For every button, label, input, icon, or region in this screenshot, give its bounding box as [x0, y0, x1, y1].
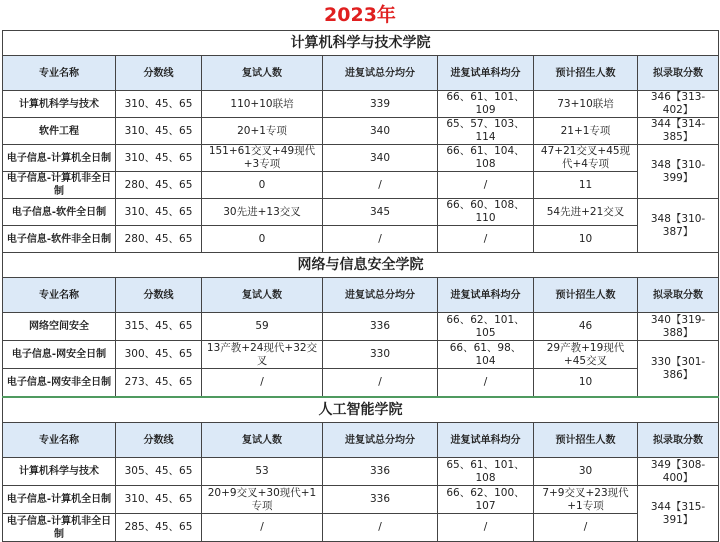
- score-line-cell: 310、45、65: [116, 199, 202, 226]
- admit-score-cell: 344【315-391】: [638, 486, 719, 542]
- retest-count-cell: 20+1专项: [202, 118, 323, 145]
- plan-count-cell: /: [534, 514, 638, 542]
- column-header: 进复试单科均分: [438, 56, 534, 91]
- score-line-cell: 273、45、65: [116, 369, 202, 398]
- column-header: 拟录取分数: [638, 278, 719, 313]
- avg-single-cell: 66、60、108、110: [438, 199, 534, 226]
- column-header: 进复试总分均分: [323, 423, 438, 458]
- column-header: 预计招生人数: [534, 278, 638, 313]
- plan-count-cell: 46: [534, 313, 638, 341]
- table-row: [3, 145, 719, 172]
- score-line-cell: 310、45、65: [116, 91, 202, 118]
- plan-count-cell: 10: [534, 369, 638, 398]
- column-header: 进复试单科均分: [438, 423, 534, 458]
- major-cell: 计算机科学与技术: [3, 91, 116, 118]
- avg-total-cell: 336: [323, 458, 438, 486]
- avg-single-cell: 66、61、101、109: [438, 91, 534, 118]
- column-header: 专业名称: [3, 423, 116, 458]
- retest-count-cell: 53: [202, 458, 323, 486]
- avg-single-cell: 66、61、104、108: [438, 145, 534, 172]
- avg-total-cell: 345: [323, 199, 438, 226]
- plan-count-cell: 10: [534, 226, 638, 253]
- major-cell: 计算机科学与技术: [3, 458, 116, 486]
- avg-total-cell: /: [323, 226, 438, 253]
- avg-single-cell: /: [438, 226, 534, 253]
- major-cell: 电子信息-计算机全日制: [3, 145, 116, 172]
- table-row: [3, 91, 719, 118]
- section-title: 人工智能学院: [3, 397, 719, 423]
- retest-count-cell: 0: [202, 172, 323, 199]
- avg-total-cell: 330: [323, 341, 438, 369]
- major-cell: 电子信息-计算机非全日制: [3, 172, 116, 199]
- retest-count-cell: /: [202, 514, 323, 542]
- retest-count-cell: 13产教+24现代+32交叉: [202, 341, 323, 369]
- major-cell: 软件工程: [3, 118, 116, 145]
- admit-score-cell: 349【308-400】: [638, 458, 719, 486]
- major-cell: 电子信息-软件全日制: [3, 199, 116, 226]
- table-row: [3, 514, 719, 542]
- column-header: 复试人数: [202, 56, 323, 91]
- score-line-cell: 300、45、65: [116, 341, 202, 369]
- admission-table: [2, 30, 719, 542]
- avg-single-cell: 65、57、103、114: [438, 118, 534, 145]
- retest-count-cell: 110+10联培: [202, 91, 323, 118]
- section-title: 网络与信息安全学院: [3, 253, 719, 278]
- score-line-cell: 285、45、65: [116, 514, 202, 542]
- avg-total-cell: /: [323, 172, 438, 199]
- retest-count-cell: 30先进+13交叉: [202, 199, 323, 226]
- score-line-cell: 310、45、65: [116, 118, 202, 145]
- avg-single-cell: 66、62、101、105: [438, 313, 534, 341]
- table-row: [3, 313, 719, 341]
- major-cell: 电子信息-计算机全日制: [3, 486, 116, 514]
- table-row: [3, 172, 719, 199]
- plan-count-cell: 30: [534, 458, 638, 486]
- plan-count-cell: 29产教+19现代+45交叉: [534, 341, 638, 369]
- avg-total-cell: 336: [323, 486, 438, 514]
- score-line-cell: 310、45、65: [116, 145, 202, 172]
- column-header: 分数线: [116, 423, 202, 458]
- admit-score-cell: 340【319-388】: [638, 313, 719, 341]
- avg-total-cell: 336: [323, 313, 438, 341]
- avg-single-cell: /: [438, 514, 534, 542]
- admit-score-cell: 348【310-387】: [638, 199, 719, 253]
- section-title: 计算机科学与技术学院: [3, 31, 719, 56]
- plan-count-cell: 21+1专项: [534, 118, 638, 145]
- admit-score-cell: 344【314-385】: [638, 118, 719, 145]
- column-header: 进复试总分均分: [323, 278, 438, 313]
- avg-single-cell: 65、61、101、108: [438, 458, 534, 486]
- column-header: 拟录取分数: [638, 56, 719, 91]
- avg-single-cell: /: [438, 369, 534, 398]
- column-header: 预计招生人数: [534, 423, 638, 458]
- column-header: 分数线: [116, 56, 202, 91]
- avg-total-cell: /: [323, 369, 438, 398]
- column-header: 专业名称: [3, 56, 116, 91]
- major-cell: 网络空间安全: [3, 313, 116, 341]
- column-header: 复试人数: [202, 423, 323, 458]
- major-cell: 电子信息-软件非全日制: [3, 226, 116, 253]
- avg-total-cell: 340: [323, 145, 438, 172]
- major-cell: 电子信息-网安非全日制: [3, 369, 116, 398]
- plan-count-cell: 54先进+21交叉: [534, 199, 638, 226]
- column-header: 分数线: [116, 278, 202, 313]
- retest-count-cell: 20+9交叉+30现代+1专项: [202, 486, 323, 514]
- admit-score-cell: 330【301-386】: [638, 341, 719, 398]
- table-row: [3, 118, 719, 145]
- retest-count-cell: 59: [202, 313, 323, 341]
- column-header: 预计招生人数: [534, 56, 638, 91]
- score-line-cell: 310、45、65: [116, 486, 202, 514]
- retest-count-cell: /: [202, 369, 323, 398]
- admit-score-cell: 348【310-399】: [638, 145, 719, 199]
- column-header: 拟录取分数: [638, 423, 719, 458]
- table-row: [3, 458, 719, 486]
- column-header: 复试人数: [202, 278, 323, 313]
- retest-count-cell: 0: [202, 226, 323, 253]
- score-line-cell: 280、45、65: [116, 172, 202, 199]
- retest-count-cell: 151+61交叉+49现代+3专项: [202, 145, 323, 172]
- column-header: 专业名称: [3, 278, 116, 313]
- table-row: [3, 341, 719, 369]
- avg-single-cell: 66、62、100、107: [438, 486, 534, 514]
- major-cell: 电子信息-计算机非全日制: [3, 514, 116, 542]
- plan-count-cell: 47+21交叉+45现代+4专项: [534, 145, 638, 172]
- plan-count-cell: 73+10联培: [534, 91, 638, 118]
- table-row: [3, 226, 719, 253]
- score-line-cell: 305、45、65: [116, 458, 202, 486]
- admit-score-cell: 346【313-402】: [638, 91, 719, 118]
- avg-total-cell: 339: [323, 91, 438, 118]
- score-line-cell: 280、45、65: [116, 226, 202, 253]
- avg-single-cell: 66、61、98、104: [438, 341, 534, 369]
- major-cell: 电子信息-网安全日制: [3, 341, 116, 369]
- page-title: 2023年: [324, 4, 396, 26]
- table-row: [3, 486, 719, 514]
- avg-total-cell: 340: [323, 118, 438, 145]
- table-row: [3, 199, 719, 226]
- table-row: [3, 369, 719, 398]
- plan-count-cell: 11: [534, 172, 638, 199]
- score-line-cell: 315、45、65: [116, 313, 202, 341]
- avg-single-cell: /: [438, 172, 534, 199]
- column-header: 进复试单科均分: [438, 278, 534, 313]
- plan-count-cell: 7+9交叉+23现代+1专项: [534, 486, 638, 514]
- column-header: 进复试总分均分: [323, 56, 438, 91]
- avg-total-cell: /: [323, 514, 438, 542]
